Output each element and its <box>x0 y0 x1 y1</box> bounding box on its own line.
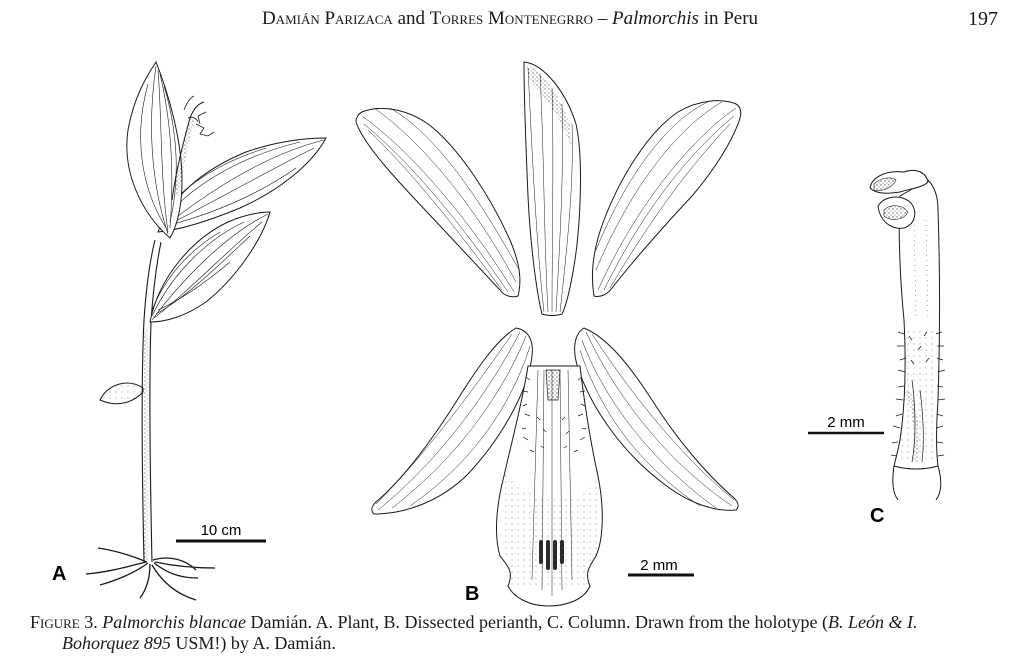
panel-label-b: B <box>465 583 480 605</box>
caption-description: Damián. A. Plant, B. Dissected perianth, C. Column. Drawn from the holotype ( <box>246 612 828 632</box>
petal-right <box>592 101 740 297</box>
caption-species: Palmorchis blancae <box>102 612 247 632</box>
panel-label-a: A <box>52 563 67 585</box>
author-one: Damián Parizaca <box>261 8 393 29</box>
petal-left <box>356 108 520 296</box>
caption-tail: USM!) by A. Damián. <box>170 633 336 653</box>
caption-collector: B. León & I. <box>827 612 918 632</box>
dash: – <box>593 8 613 29</box>
scale-label-a: 10 cm <box>200 522 242 539</box>
plant-roots <box>86 548 215 600</box>
author-two: Torres Montenegrro <box>429 8 594 29</box>
scale-label-b: 2 mm <box>640 557 678 574</box>
panel-b-perianth <box>356 62 741 606</box>
caption-fig-label: Figure <box>30 612 80 632</box>
conjunction: and <box>392 8 430 29</box>
basal-leaf <box>100 383 143 404</box>
genus-name: Palmorchis <box>612 8 699 29</box>
panel-label-c: C <box>870 505 885 527</box>
column-foot <box>893 466 941 500</box>
page-number: 197 <box>968 8 998 30</box>
title-suffix: in Peru <box>698 8 759 29</box>
panel-c-column <box>870 170 945 500</box>
panel-a-plant <box>86 62 326 600</box>
leaf-upper <box>127 62 182 238</box>
caption-collector-number: Bohorquez 895 <box>62 633 171 653</box>
caption-fig-number: 3. <box>79 612 103 632</box>
scale-label-c: 2 mm <box>827 414 865 431</box>
figure-caption <box>30 612 1005 654</box>
